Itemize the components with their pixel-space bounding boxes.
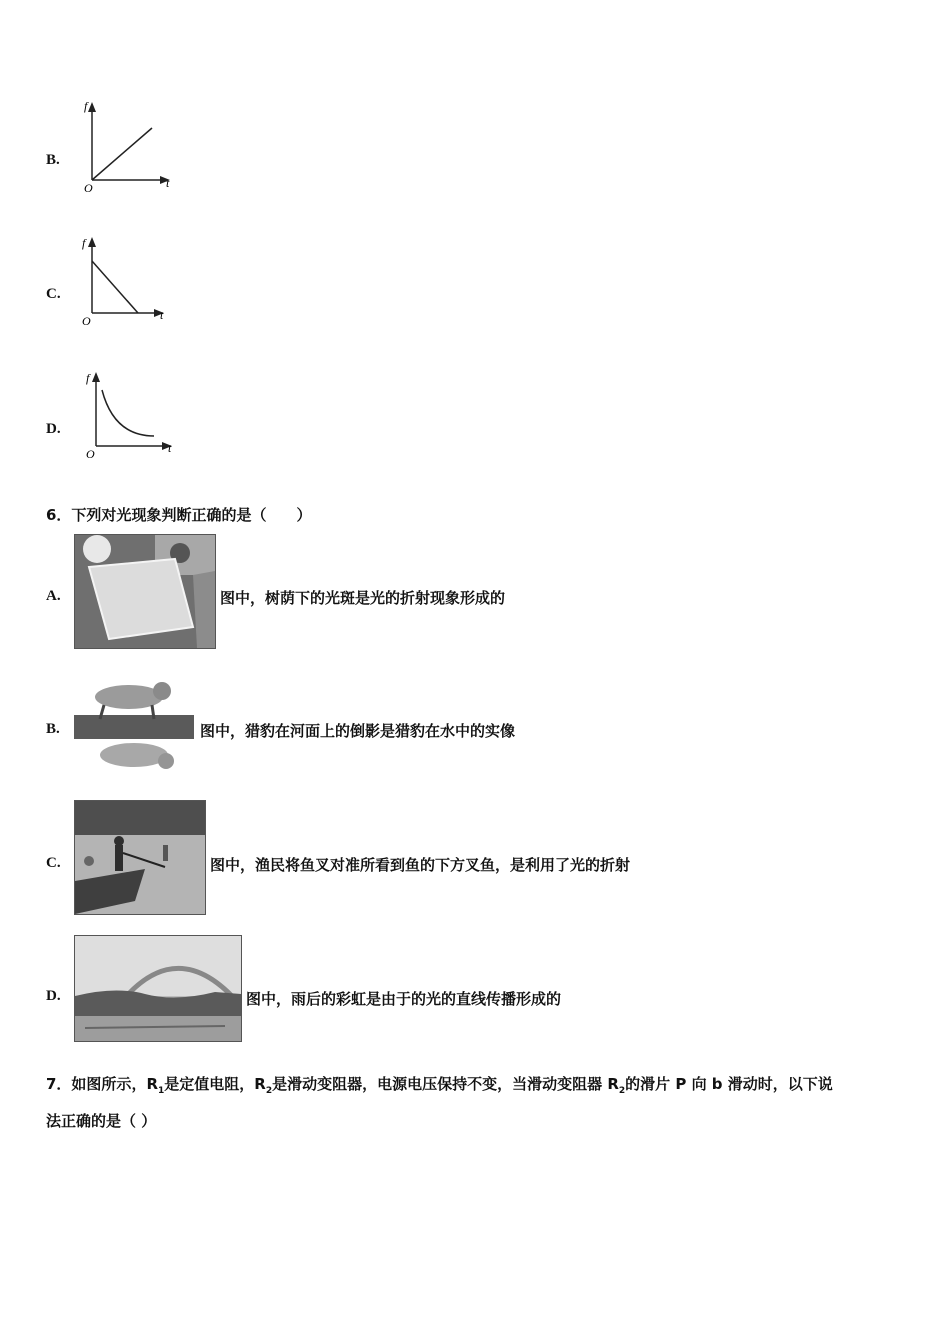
q5-b-y-label: f	[84, 100, 88, 113]
q6-option-d-text: 图中，雨后的彩虹是由于的光的直线传播形成的	[246, 990, 562, 1008]
q5-b-curve	[92, 128, 152, 180]
q5-option-d-graph	[78, 370, 188, 462]
q7-part-4: 的滑片 P 向 b 滑动时，以下说	[625, 1075, 833, 1093]
q5-c-x-label: t	[160, 308, 164, 322]
q7-sub-1: 1	[158, 1086, 165, 1096]
q7-part-2: 是定值电阻，R	[164, 1075, 266, 1093]
q6-option-d-label: D.	[46, 988, 61, 1004]
q6-a-photo	[74, 534, 216, 649]
q6-option-a-text: 图中，树荫下的光斑是光的折射现象形成的	[220, 589, 506, 607]
q7-part-3: 是滑动变阻器，电源电压保持不变，当滑动变阻器 R	[272, 1075, 619, 1093]
q7-sub-3: 2	[618, 1086, 626, 1096]
q5-option-c-graph	[74, 235, 184, 330]
q5-b-origin-label: O	[84, 181, 93, 195]
q5-option-b-graph	[74, 100, 184, 195]
q5-d-origin-label: O	[86, 447, 95, 461]
q7-part-1: 7．如图所示，R	[46, 1075, 158, 1093]
q5-d-curve	[102, 390, 154, 436]
q7-line-1	[46, 1073, 833, 1096]
q5-c-y-label: f	[82, 236, 86, 250]
q7-sub-2: 2	[265, 1086, 273, 1096]
q6-option-b-text: 图中，猎豹在河面上的倒影是猎豹在水中的实像	[200, 722, 516, 740]
q5-b-x-label: t	[166, 176, 170, 190]
q5-option-c-label: C.	[46, 286, 61, 302]
q5-d-x-label: t	[168, 441, 172, 455]
q6-option-c-label: C.	[46, 855, 61, 871]
q7-line-2: 法正确的是（ ）	[46, 1112, 157, 1130]
q5-c-origin-label: O	[82, 314, 91, 328]
q6-c-photo	[74, 800, 206, 915]
q5-option-b-label: B.	[46, 152, 60, 168]
q6-option-c-text: 图中，渔民将鱼叉对准所看到鱼的下方叉鱼，是利用了光的折射	[210, 856, 631, 874]
q5-c-curve	[92, 261, 138, 313]
q5-option-d-label: D.	[46, 421, 61, 437]
q6-d-photo	[74, 935, 242, 1042]
q6-option-b-label: B.	[46, 721, 60, 737]
q6-b-photo	[74, 675, 194, 777]
q5-d-y-label: f	[86, 371, 90, 385]
q6-option-a-label: A.	[46, 588, 61, 604]
q6-stem: 6．下列对光现象判断正确的是（ ）	[46, 506, 312, 524]
